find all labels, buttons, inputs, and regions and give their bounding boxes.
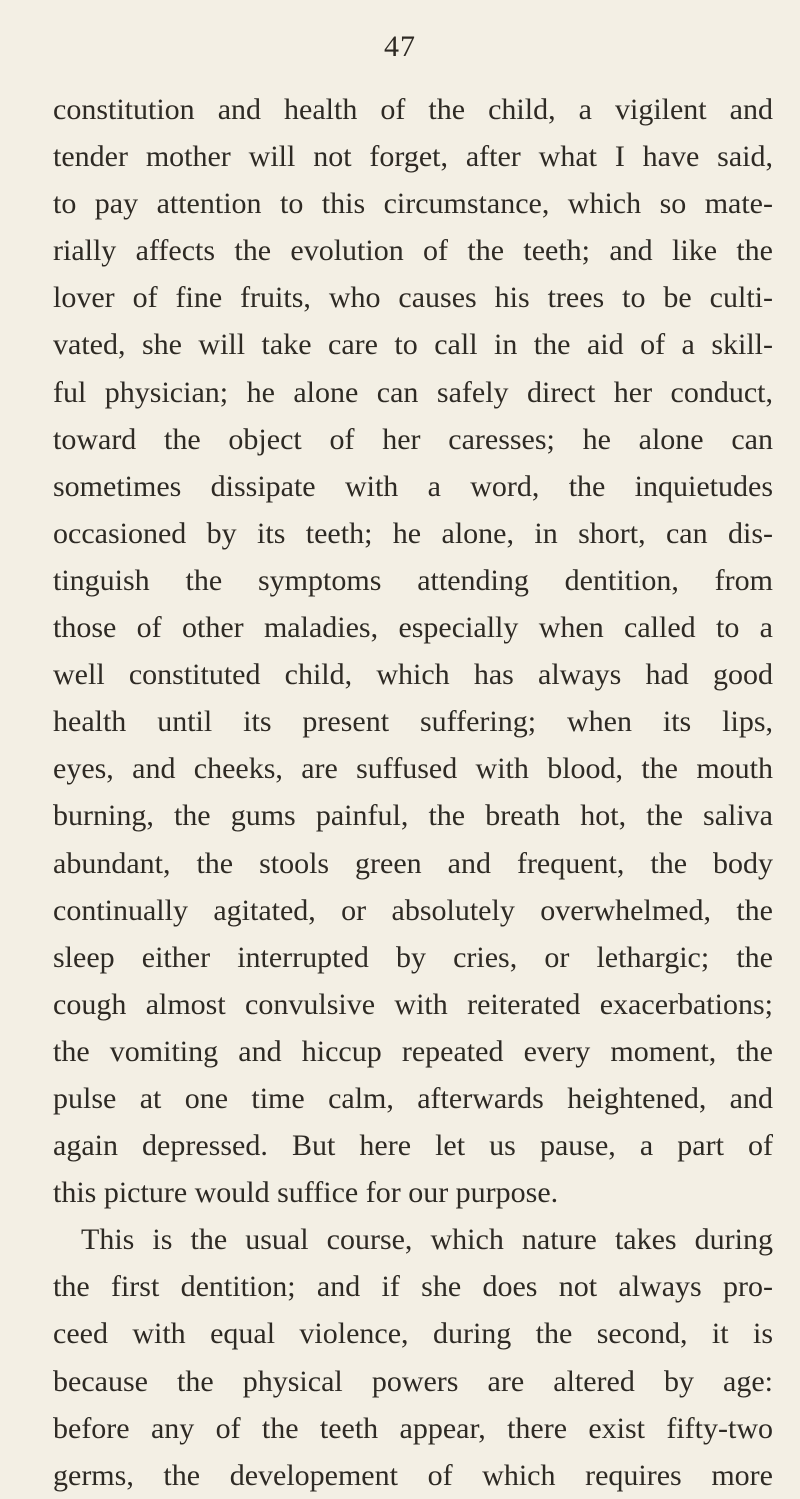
text-line: eyes, and cheeks, are suffused with blood, the mouth <box>53 752 773 786</box>
text-line: sometimes dissipate with a word, the inquietudes <box>53 469 773 503</box>
text-line: ceed with equal violence, during the second, it is <box>53 1317 773 1351</box>
paragraph-end-line: this picture would suffice for our purpose. <box>53 1176 559 1210</box>
text-line: health until its present suffering; when its lips, <box>53 705 773 739</box>
text-line: ful physician; he alone can safely direct her conduct, <box>53 375 773 409</box>
text-line: abundant, the stools green and frequent, the body <box>53 846 773 880</box>
text-line: before any of the teeth appear, there exist fifty-two <box>53 1411 773 1445</box>
text-line: the vomiting and hiccup repeated every moment, the <box>53 1034 773 1068</box>
text-line: sleep either interrupted by cries, or lethargic; the <box>53 940 773 974</box>
text-line: vated, she will take care to call in the aid of a skill- <box>53 328 773 362</box>
paragraph-start-line: This is the usual course, which nature takes during <box>81 1223 773 1257</box>
text-line: burning, the gums painful, the breath hot, the saliva <box>53 799 773 833</box>
text-line: constitution and health of the child, a vigilent and <box>53 93 773 126</box>
text-line: lover of fine fruits, who causes his trees to be culti- <box>53 281 773 315</box>
text-line: to pay attention to this circumstance, which so mate- <box>53 187 773 221</box>
text-line: toward the object of her caresses; he alone can <box>53 422 773 456</box>
text-line: germs, the developement of which requires more <box>53 1458 773 1492</box>
text-line: occasioned by its teeth; he alone, in short, can dis- <box>53 516 773 550</box>
text-line: continually agitated, or absolutely overwhelmed, the <box>53 893 773 927</box>
text-line: pulse at one time calm, afterwards heightened, and <box>53 1081 773 1115</box>
text-line: because the physical powers are altered by age: <box>53 1364 773 1398</box>
text-line: again depressed. But here let us pause, a part of <box>53 1129 773 1163</box>
page-number: 47 <box>384 30 416 63</box>
text-line: well constituted child, which has always had good <box>53 658 773 692</box>
text-line: the first dentition; and if she does not always pro- <box>53 1270 773 1304</box>
text-line: those of other maladies, especially when called to a <box>53 611 773 645</box>
text-line: tender mother will not forget, after what I have said, <box>53 140 773 174</box>
text-line: tinguish the symptoms attending dentition, from <box>53 563 773 597</box>
text-line: cough almost convulsive with reiterated exacerbations; <box>53 987 773 1021</box>
body-text <box>53 86 773 1499</box>
text-line: rially affects the evolution of the teeth; and like the <box>53 234 773 268</box>
